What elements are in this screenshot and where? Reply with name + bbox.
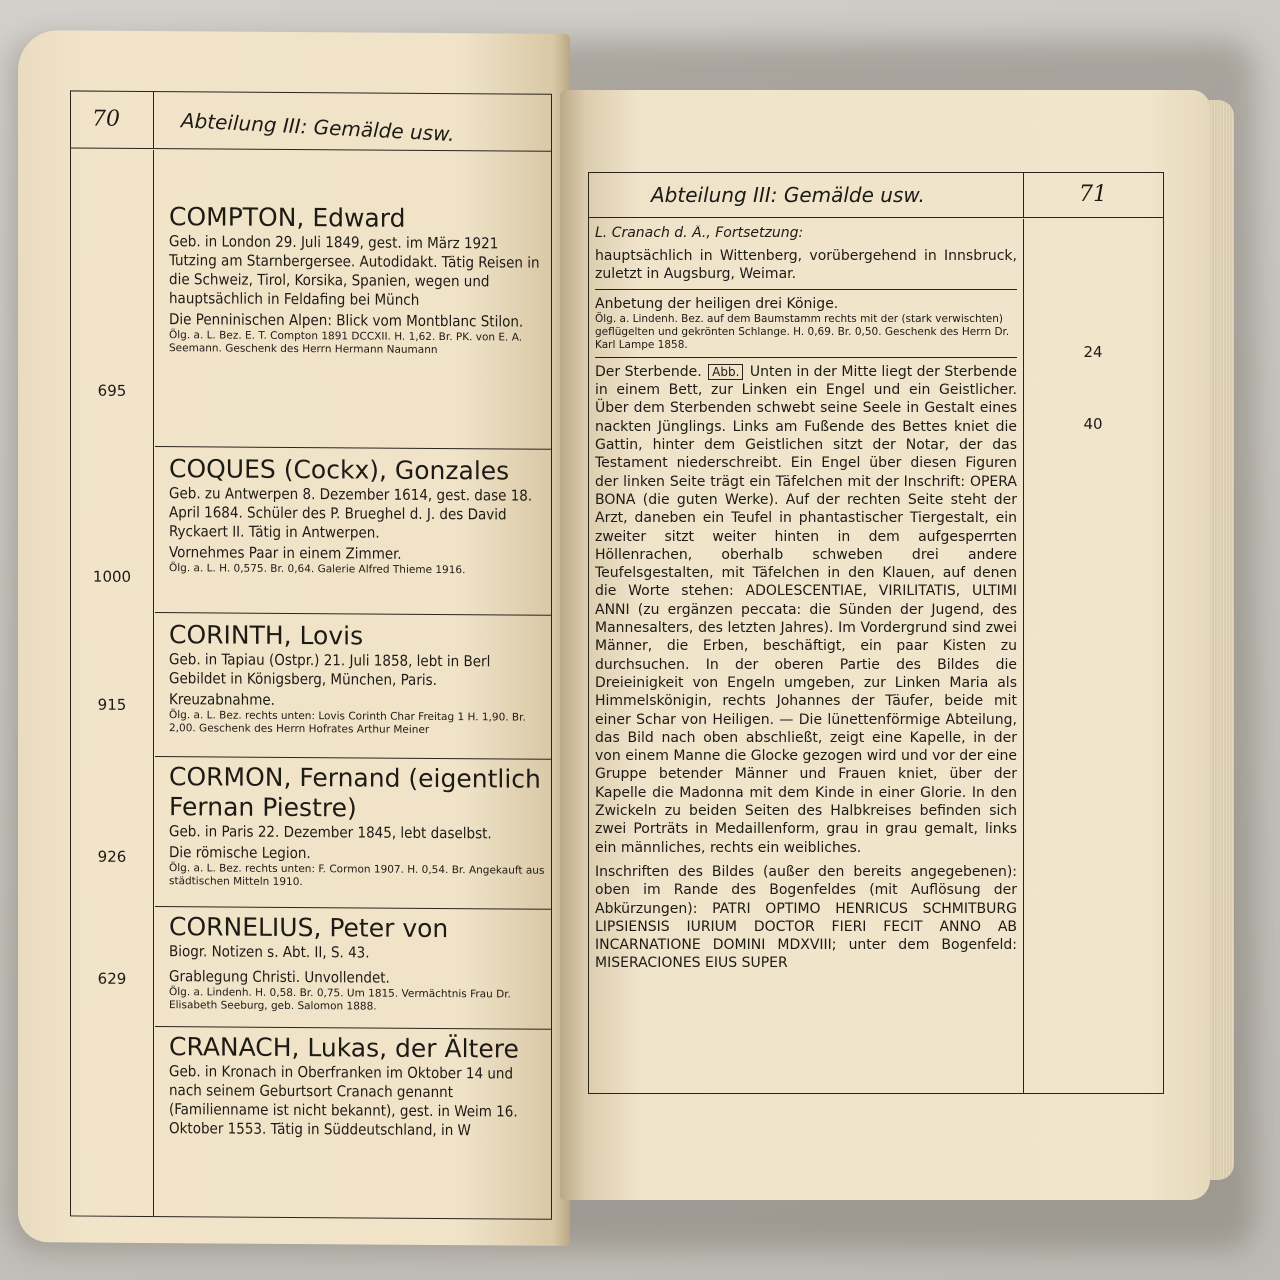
work-details: Ölg. a. L. Bez. E. T. Compton 1891 DCCXII. H. 1,62. Br. PK. von E. A. Seemann. Geschenk des Herrn Hermann Naumann xyxy=(169,329,523,357)
entry-divider xyxy=(155,1026,551,1030)
continuation-text: hauptsächlich in Wittenberg, vorübergehend in Innsbruck, zuletzt in Augsburg, Weimar. xyxy=(595,248,1017,283)
left-page-frame xyxy=(70,90,552,1219)
continuation-heading: L. Cranach d. Ä., Fortsetzung: xyxy=(595,225,804,241)
right-page-body xyxy=(589,219,1163,1093)
right-page-frame xyxy=(588,172,1164,1094)
work-details: Ölg. a. Lindenh. Bez. auf dem Baumstamm rechts mit der (stark verwischten) geflügelten und gekrönten Schlange. H. 0,69. Br. 0,50. Geschenk des Herrn Dr. Karl Lampe 1858. xyxy=(595,312,1010,351)
illustration-badge: Abb. xyxy=(708,364,743,380)
artist-biography: Geb. in Tapiau (Ostpr.) 21. Juli 1858, lebt in Berl Gebildet in Königsberg, München, Paris. xyxy=(169,650,491,689)
left-page-number: 70 xyxy=(92,106,120,132)
entry-divider xyxy=(155,756,551,760)
artist-biography: Geb. in Paris 22. Dezember 1845, lebt daselbst. xyxy=(169,822,492,843)
right-page-number: 71 xyxy=(1079,182,1107,207)
catalog-number: 629 xyxy=(97,969,127,988)
right-page-header xyxy=(589,173,1163,218)
work-title: Vornehmes Paar in einem Zimmer. xyxy=(169,543,402,563)
catalog-number-column xyxy=(71,149,153,1216)
entries-column xyxy=(155,150,551,1219)
artist-name: CORMON, Fernand (eigentlich Fernan Piestre) xyxy=(169,762,541,823)
work-details: Ölg. a. L. Bez. rechts unten: Lovis Corinth Char Freitag 1 H. 1,90. Br. 2,00. Geschenk des Herrn Hofrates Arthur Meiner xyxy=(169,709,526,736)
artist-name: COQUES (Cockx), Gonzales xyxy=(169,454,510,486)
work-title: Die Penninischen Alpen: Blick vom Montblanc Stilon. xyxy=(169,310,524,331)
work-title: Kreuzabnahme. xyxy=(169,690,275,709)
artist-entry xyxy=(169,762,545,905)
catalog-number: 1000 xyxy=(92,567,132,586)
work-title: Anbetung der heiligen drei Könige. xyxy=(595,295,839,312)
work-description: Unten in der Mitte liegt der Sterbende in einem Bett, zur Linken ein Engel und ein Geistlicher. Über dem Sterbenden schwebt seine Seele in Gestalt eines nackten Jünglings. Links am Fußende des Bettes kniet die Gattin, hinter dem Geistlichen sitzt der Notar, der das Testament niederschreibt. Ein Engel über diesen Figuren der linken Seite trägt ein Täfelchen mit der Inschrift: OPERA BONA (die guten Werke). Auf der rechten Seite steht der Arzt, daneben ein Teufel in phantastischer Tiergestalt, ein zweiter sitzt weiter hinten in dem aufgesperrten Höllenrachen, oberhalb schweben drei andere Teufelsgestalten, mit Täfelchen in den Klauen, auf denen die Worte stehen: ADOLESCENTIAE, VIRILITATIS, ULTIMI ANNI (zu ergänzen peccata: die Sünden der Jugend, des Mannesalters, des letzten Jahres). Im Vordergrund sind zwei Männer, die Erben, beschäftigt, ein paar Kisten zu durchsuchen. In der oberen Partie des Bildes die Dreieinigkeit von Engeln umgeben, zur Linken Maria als Himmelskönigin, rechts Johannes der Täufer, beide mit einer Schar von Heiligen. — Die lünettenförmige Abteilung, das Bild nach oben abschließt, zeigt eine Kapelle, in der von einem Manne die Glocke gezogen wird und vor der eine Gruppe betender Männer und Frauen kniet, über der Kapelle die Madonna mit dem Kinde in einer Glorie. In den Zwickeln zu beiden Seiten des Halbkreises befinden sich zwei Porträts in Medaillenform, grau in grau gemalt, links ein männliches, rechts ein weibliches. xyxy=(595,363,1017,856)
artist-entry xyxy=(169,454,545,611)
entry-divider xyxy=(155,612,551,616)
catalog-number: 24 xyxy=(1083,343,1103,361)
right-entries-column xyxy=(595,225,1017,1089)
catalog-number: 926 xyxy=(97,847,127,866)
catalog-number: 695 xyxy=(97,381,127,400)
artist-entry xyxy=(169,912,545,1025)
left-page-header-title: Abteilung III: Gemälde usw. xyxy=(180,108,456,147)
artist-biography: Biogr. Notizen s. Abt. II, S. 43. xyxy=(169,942,370,962)
artist-name: CRANACH, Lukas, der Ältere xyxy=(169,1032,519,1064)
artist-name: CORNELIUS, Peter von xyxy=(169,912,449,944)
work-title: Grablegung Christi. Unvollendet. xyxy=(169,967,390,987)
artist-entry xyxy=(169,202,545,445)
entry-divider xyxy=(155,446,551,450)
work-title: Die römische Legion. xyxy=(169,843,311,863)
catalog-number-column xyxy=(1023,219,1163,1093)
work-details: Ölg. a. L. H. 0,575. Br. 0,64. Galerie Alfred Thieme 1916. xyxy=(169,562,466,577)
work-inscriptions: Inschriften des Bildes (außer den bereits angegebenen): oben im Rande des Bogenfeldes (mit Auflösung der Abkürzungen): PATRI OPTIMO HENRICUS SCHMITBURG LIPSIENSIS IURIUM DOCTOR FIERI FECIT ANNO AB INCARNATIONE DOMINI MDXVIII; unter dem Bogenfeld: MISERACIONES EIUS SUPER xyxy=(595,863,1017,972)
number-column-divider xyxy=(153,150,154,1216)
catalog-number: 40 xyxy=(1083,415,1103,433)
left-page-header xyxy=(71,91,551,151)
work-description-block xyxy=(595,363,1017,857)
catalog-number: 915 xyxy=(97,695,127,714)
artist-name: COMPTON, Edward xyxy=(169,202,406,233)
left-page-body xyxy=(71,149,551,1218)
header-divider xyxy=(153,92,154,148)
entry-divider xyxy=(595,289,1017,290)
work-details: Ölg. a. Lindenh. H. 0,58. Br. 0,75. Um 1815. Vermächtnis Frau Dr. Elisabeth Seeburg, geb. Salomon 1888. xyxy=(169,986,511,1013)
artist-entry xyxy=(169,620,545,755)
right-page-header-title: Abteilung III: Gemälde usw. xyxy=(651,183,925,207)
work-title: Der Sterbende. xyxy=(595,363,702,380)
artist-name: CORINTH, Lovis xyxy=(169,620,364,651)
right-page xyxy=(560,90,1210,1200)
entry-divider xyxy=(155,906,551,910)
work-details: Ölg. a. L. Bez. rechts unten: F. Cormon 1907. H. 0,54. Br. Angekauft aus städtischen Mitteln 1910. xyxy=(169,862,545,889)
left-page xyxy=(18,30,570,1246)
artist-biography: Geb. in London 29. Juli 1849, gest. im März 1921 Tutzing am Starnbergersee. Autodidakt. Tätig Reisen in die Schweiz, Tirol, Korsika, Spanien, wegen und hauptsächlich in Feldafing bei Münch xyxy=(169,232,540,309)
artist-biography: Geb. in Kronach in Oberfranken im Oktober 14 und nach seinem Geburtsort Cranach genannt (Familienname ist nicht bekannt), gest. in Weim 16. Oktober 1553. Tätig in Süddeutschland, in W xyxy=(169,1062,518,1140)
artist-entry xyxy=(169,1032,545,1215)
artist-biography: Geb. zu Antwerpen 8. Dezember 1614, gest. dase 18. April 1684. Schüler des P. Brueghel d. J. des David Ryckaert II. Tätig in Antwerpen. xyxy=(169,484,533,542)
entry-divider xyxy=(595,357,1017,358)
